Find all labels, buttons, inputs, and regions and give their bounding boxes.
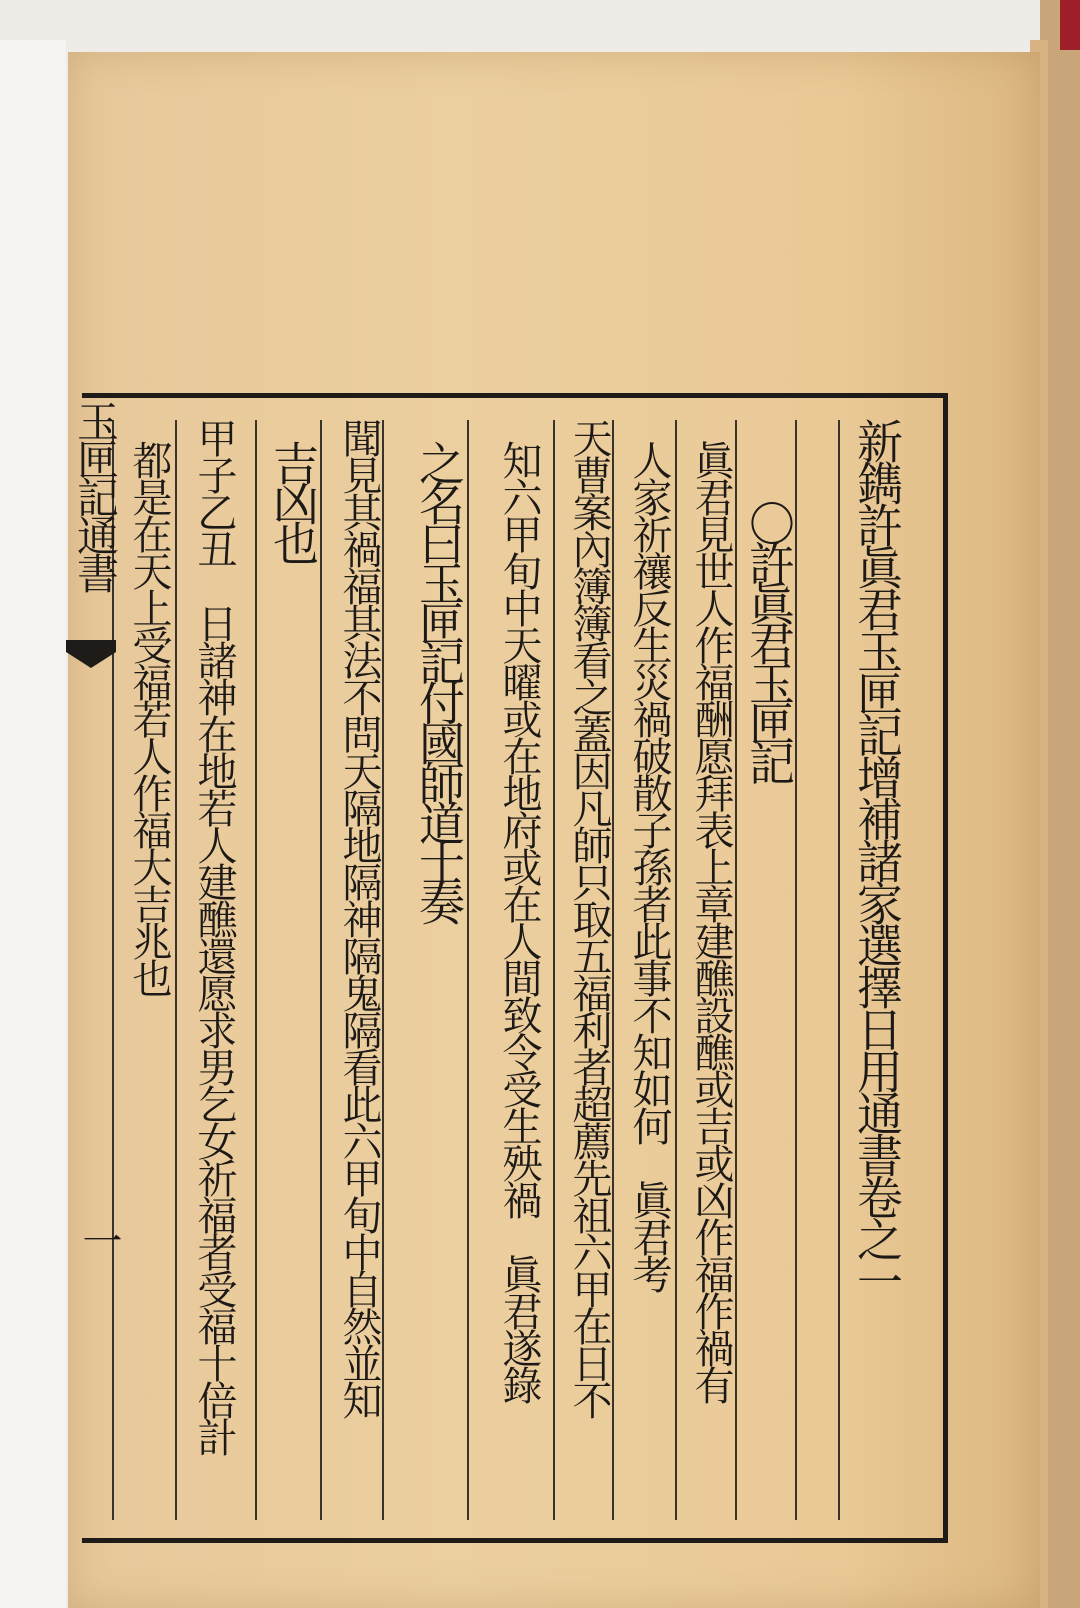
- text-column-8: 吉凶也: [266, 440, 320, 560]
- column-rule: [255, 420, 257, 1520]
- margin-title: 玉匣記通書: [71, 400, 120, 590]
- fishtail-mark: [66, 640, 116, 680]
- text-column-10: 都是在天上受福若人作福大吉兆也: [126, 440, 172, 995]
- text-column-6: 之名曰玉匣記付國師道士奏: [412, 440, 466, 920]
- text-column-3: 人家祈禳反生災禍破散子孫者此事不知如何 眞君考: [626, 440, 672, 1291]
- text-column-1: 〇許眞君玉匣記: [742, 500, 796, 780]
- column-rule: [838, 420, 840, 1520]
- text-column-5: 知六甲旬中天曜或在地府或在人間致令受生殃禍 眞君遂錄: [496, 440, 542, 1402]
- column-rule: [553, 420, 555, 1520]
- text-column-4: 天曹案內簿簿看之蓋因凡師只取五福利者超薦先祖六甲在日不: [566, 418, 612, 1417]
- folio-number: 一: [76, 1220, 122, 1254]
- text-column-2: 眞君見世人作福酬愿拜表上章建醮設醮或吉或凶作福作禍有: [688, 440, 734, 1402]
- text-column-9: 甲子乙丑 日諸神在地若人建醮還愿求男乞女祈福者受福十倍計: [191, 418, 237, 1454]
- column-rule: [320, 420, 322, 1520]
- text-column-7: 聞見其禍福其法不問天隔地隔神隔鬼隔看此六甲旬中自然並知: [336, 418, 382, 1417]
- book-title-column: 新鐫許眞君玉匣記增補諸家選擇日用通書卷之一: [850, 418, 904, 1300]
